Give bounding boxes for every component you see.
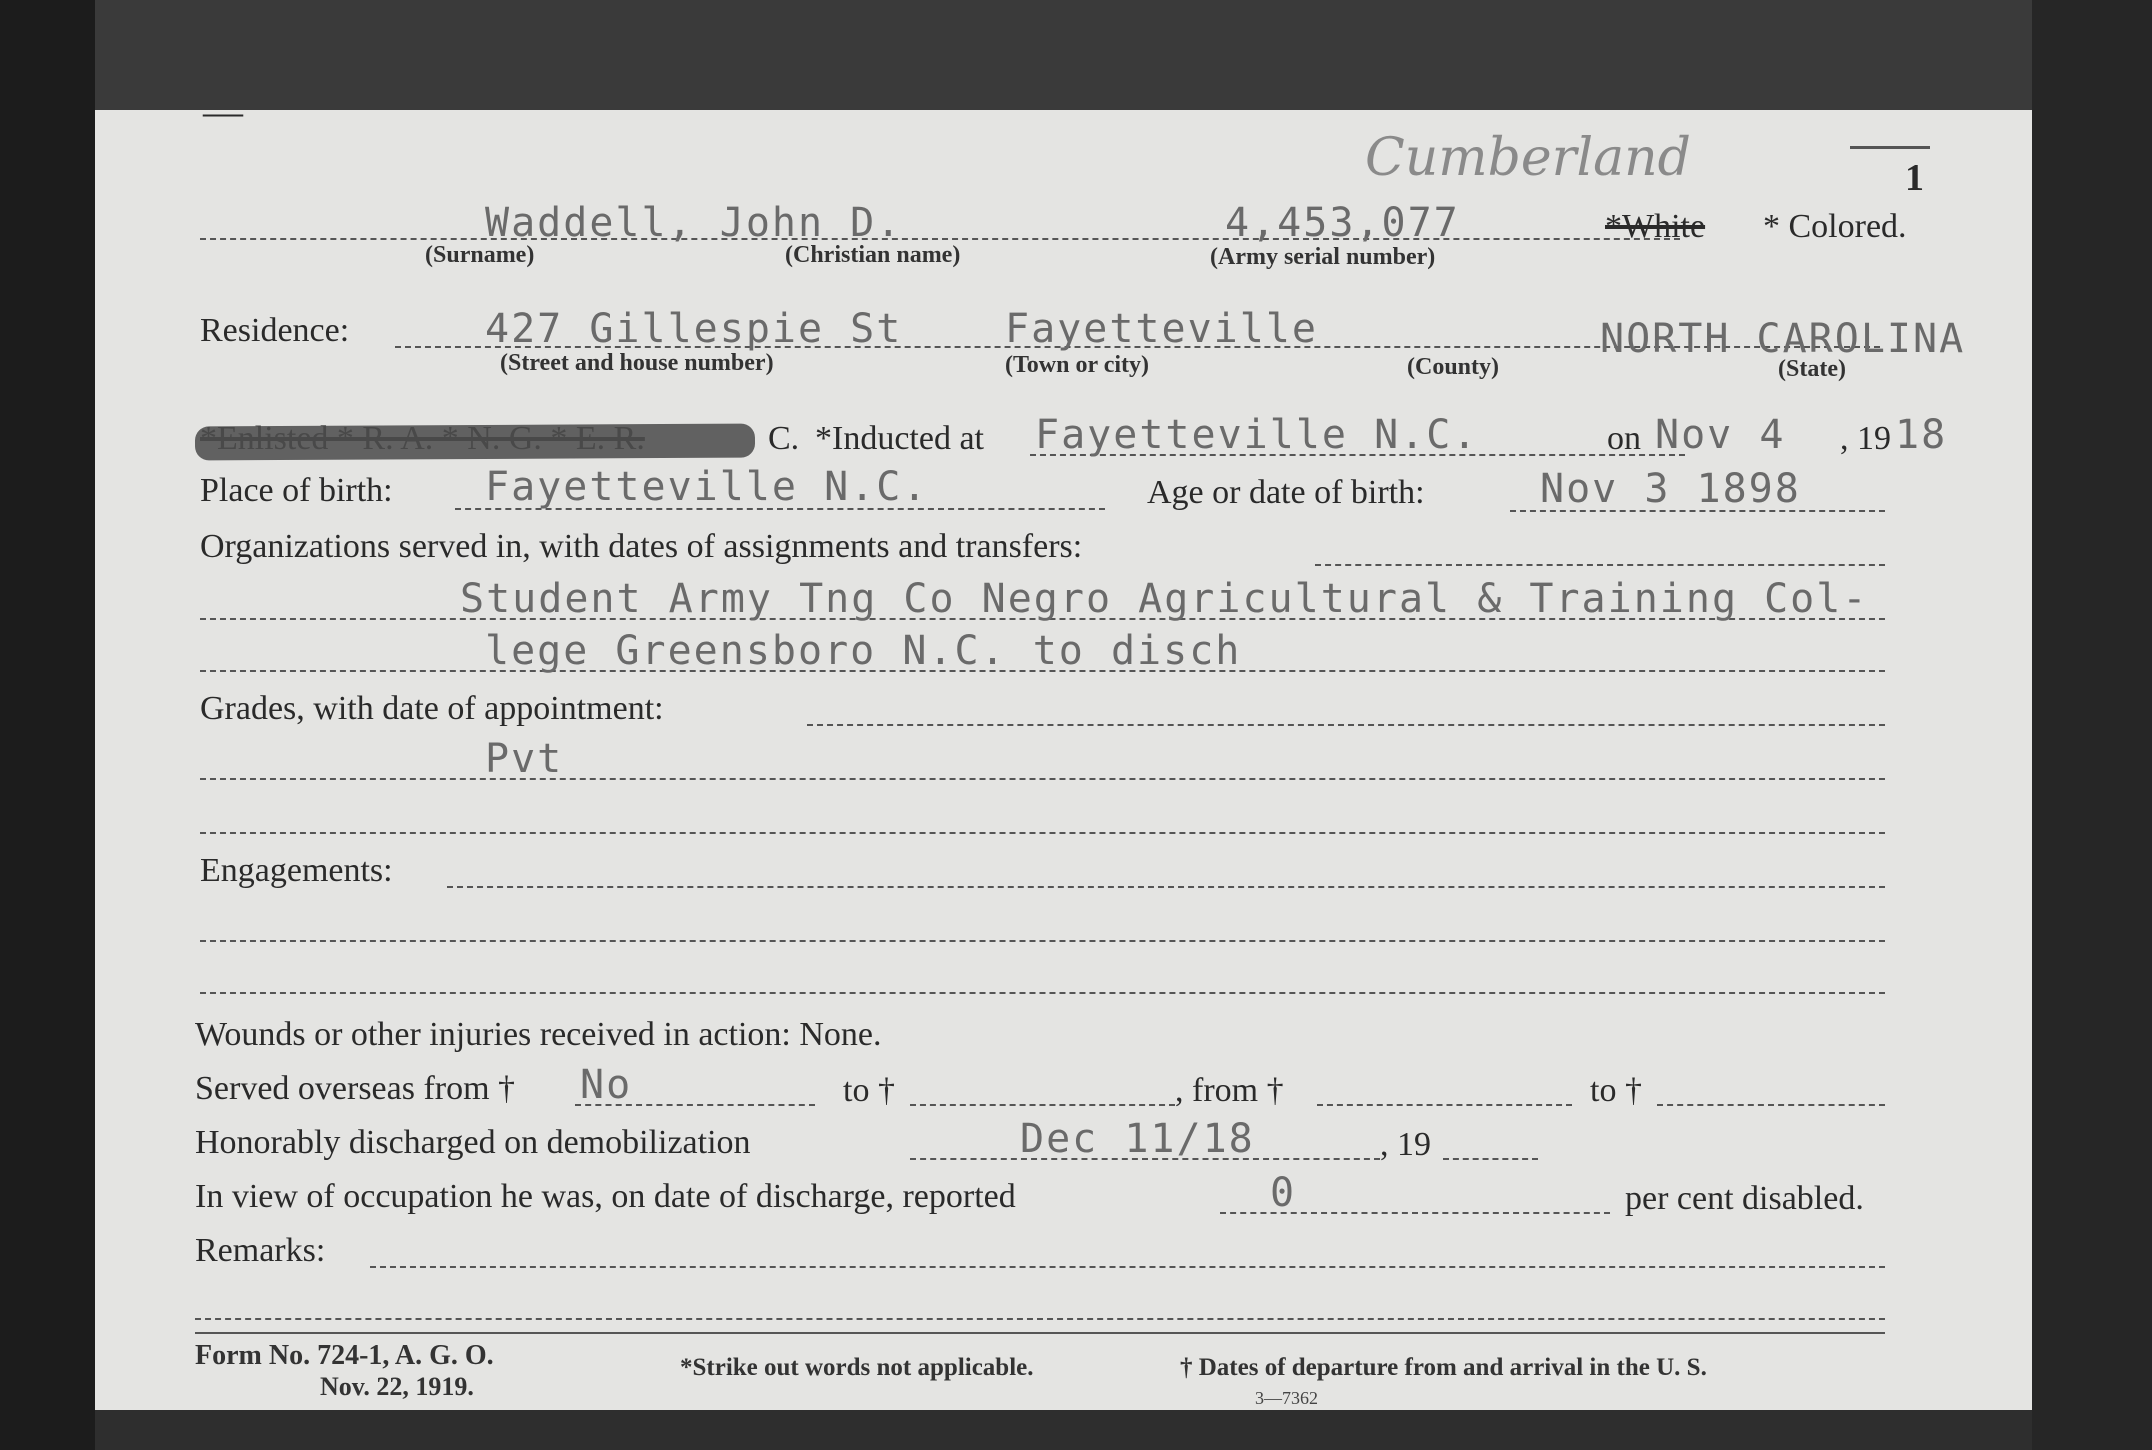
age-label: Age or date of birth: xyxy=(1147,474,1425,511)
race-white-struck: *White xyxy=(1605,208,1706,245)
print-code: 3—7362 xyxy=(1255,1388,1318,1408)
organizations-label: Organizations served in, with dates of assignments and transfers: xyxy=(200,528,1083,565)
discharge-year-line xyxy=(1443,1158,1538,1160)
town-value: Fayetteville xyxy=(1005,306,1318,352)
wounds-text: Wounds or other injuries received in action: None. xyxy=(195,1016,882,1053)
discharge-date-value: Dec 11/18 xyxy=(1020,1116,1255,1162)
strike-note: *Strike out words not applicable. xyxy=(680,1354,1034,1381)
birth-place-label: Place of birth: xyxy=(200,472,393,509)
form-number: Form No. 724-1, A. G. O. xyxy=(195,1340,494,1371)
birth-place-value: Fayetteville N.C. xyxy=(485,464,929,510)
engagements-line-2 xyxy=(200,992,1885,994)
organizations-value-1: Student Army Tng Co Negro Agricultural & Training Col- xyxy=(460,576,1869,622)
town-caption: (Town or city) xyxy=(1005,352,1149,378)
induction-place-value: Fayetteville N.C. xyxy=(1035,412,1479,458)
dates-note: † Dates of departure from and arrival in the U. S. xyxy=(1180,1354,1707,1381)
overseas-to2-label: to † xyxy=(1590,1072,1642,1109)
overseas-to2-line xyxy=(1657,1104,1885,1106)
disability-suffix: per cent disabled. xyxy=(1625,1180,1864,1217)
card-number-rule xyxy=(1850,146,1930,149)
discharge-label: Honorably discharged on demobilization xyxy=(195,1124,751,1161)
organizations-value-2: lege Greensboro N.C. to disch xyxy=(485,628,1242,674)
grades-line-0 xyxy=(807,724,1885,726)
race-colored: * Colored. xyxy=(1763,208,1907,245)
on-label: on xyxy=(1607,420,1641,457)
induction-date-value: Nov 4 xyxy=(1655,412,1786,458)
scan-border-right xyxy=(2032,0,2152,1450)
state-value: NORTH CAROLINA xyxy=(1600,316,1966,362)
overseas-from-value: No xyxy=(580,1062,633,1108)
scan-border-left xyxy=(0,0,95,1450)
discharge-year-label: , 19 xyxy=(1380,1126,1431,1163)
inducted-label: *Inducted at xyxy=(815,420,984,457)
state-caption: (State) xyxy=(1778,356,1846,382)
grades-label: Grades, with date of appointment: xyxy=(200,690,664,727)
organizations-line-0 xyxy=(1315,564,1885,566)
overseas-to-label: to † xyxy=(843,1072,895,1109)
remarks-line-0 xyxy=(370,1266,1885,1268)
footer-rule xyxy=(195,1332,1885,1334)
street-caption: (Street and house number) xyxy=(500,350,774,376)
residence-label: Residence: xyxy=(200,312,350,349)
county-caption: (County) xyxy=(1407,354,1500,380)
disability-value: 0 xyxy=(1270,1170,1297,1216)
scan-border-top xyxy=(95,0,2152,110)
serial-caption: (Army serial number) xyxy=(1210,244,1436,270)
form-date: Nov. 22, 1919. xyxy=(320,1372,474,1401)
engagements-line-1 xyxy=(200,940,1885,942)
name-value: Waddell, John D. xyxy=(485,200,903,246)
age-value: Nov 3 1898 xyxy=(1540,466,1801,512)
year-prefix: , 19 xyxy=(1840,420,1891,457)
surname-caption: (Surname) xyxy=(425,242,535,268)
dash-mark: — xyxy=(203,89,243,134)
ink-smudge xyxy=(195,424,755,461)
enlisted-suffix: C. xyxy=(768,420,800,457)
disability-label: In view of occupation he was, on date of discharge, reported xyxy=(195,1178,1016,1215)
county-handwritten: Cumberland xyxy=(1365,128,1691,188)
overseas-from2-line xyxy=(1317,1104,1572,1106)
engagements-line-0 xyxy=(447,886,1885,888)
remarks-line-1 xyxy=(195,1318,1885,1320)
street-value: 427 Gillespie St xyxy=(485,306,903,352)
grades-line-2 xyxy=(200,832,1885,834)
overseas-to-line xyxy=(910,1104,1175,1106)
overseas-from2-label: , from † xyxy=(1175,1072,1284,1109)
grades-value: Pvt xyxy=(485,736,564,782)
induction-year-value: 18 xyxy=(1895,412,1948,458)
christian-caption: (Christian name) xyxy=(785,242,961,268)
grades-line-1 xyxy=(200,778,1885,780)
serial-value: 4,453,077 xyxy=(1225,200,1460,246)
engagements-label: Engagements: xyxy=(200,852,393,889)
overseas-label: Served overseas from † xyxy=(195,1070,516,1107)
service-record-card xyxy=(95,89,2032,1410)
card-number: 1 xyxy=(1905,157,1924,199)
remarks-label: Remarks: xyxy=(195,1232,326,1269)
